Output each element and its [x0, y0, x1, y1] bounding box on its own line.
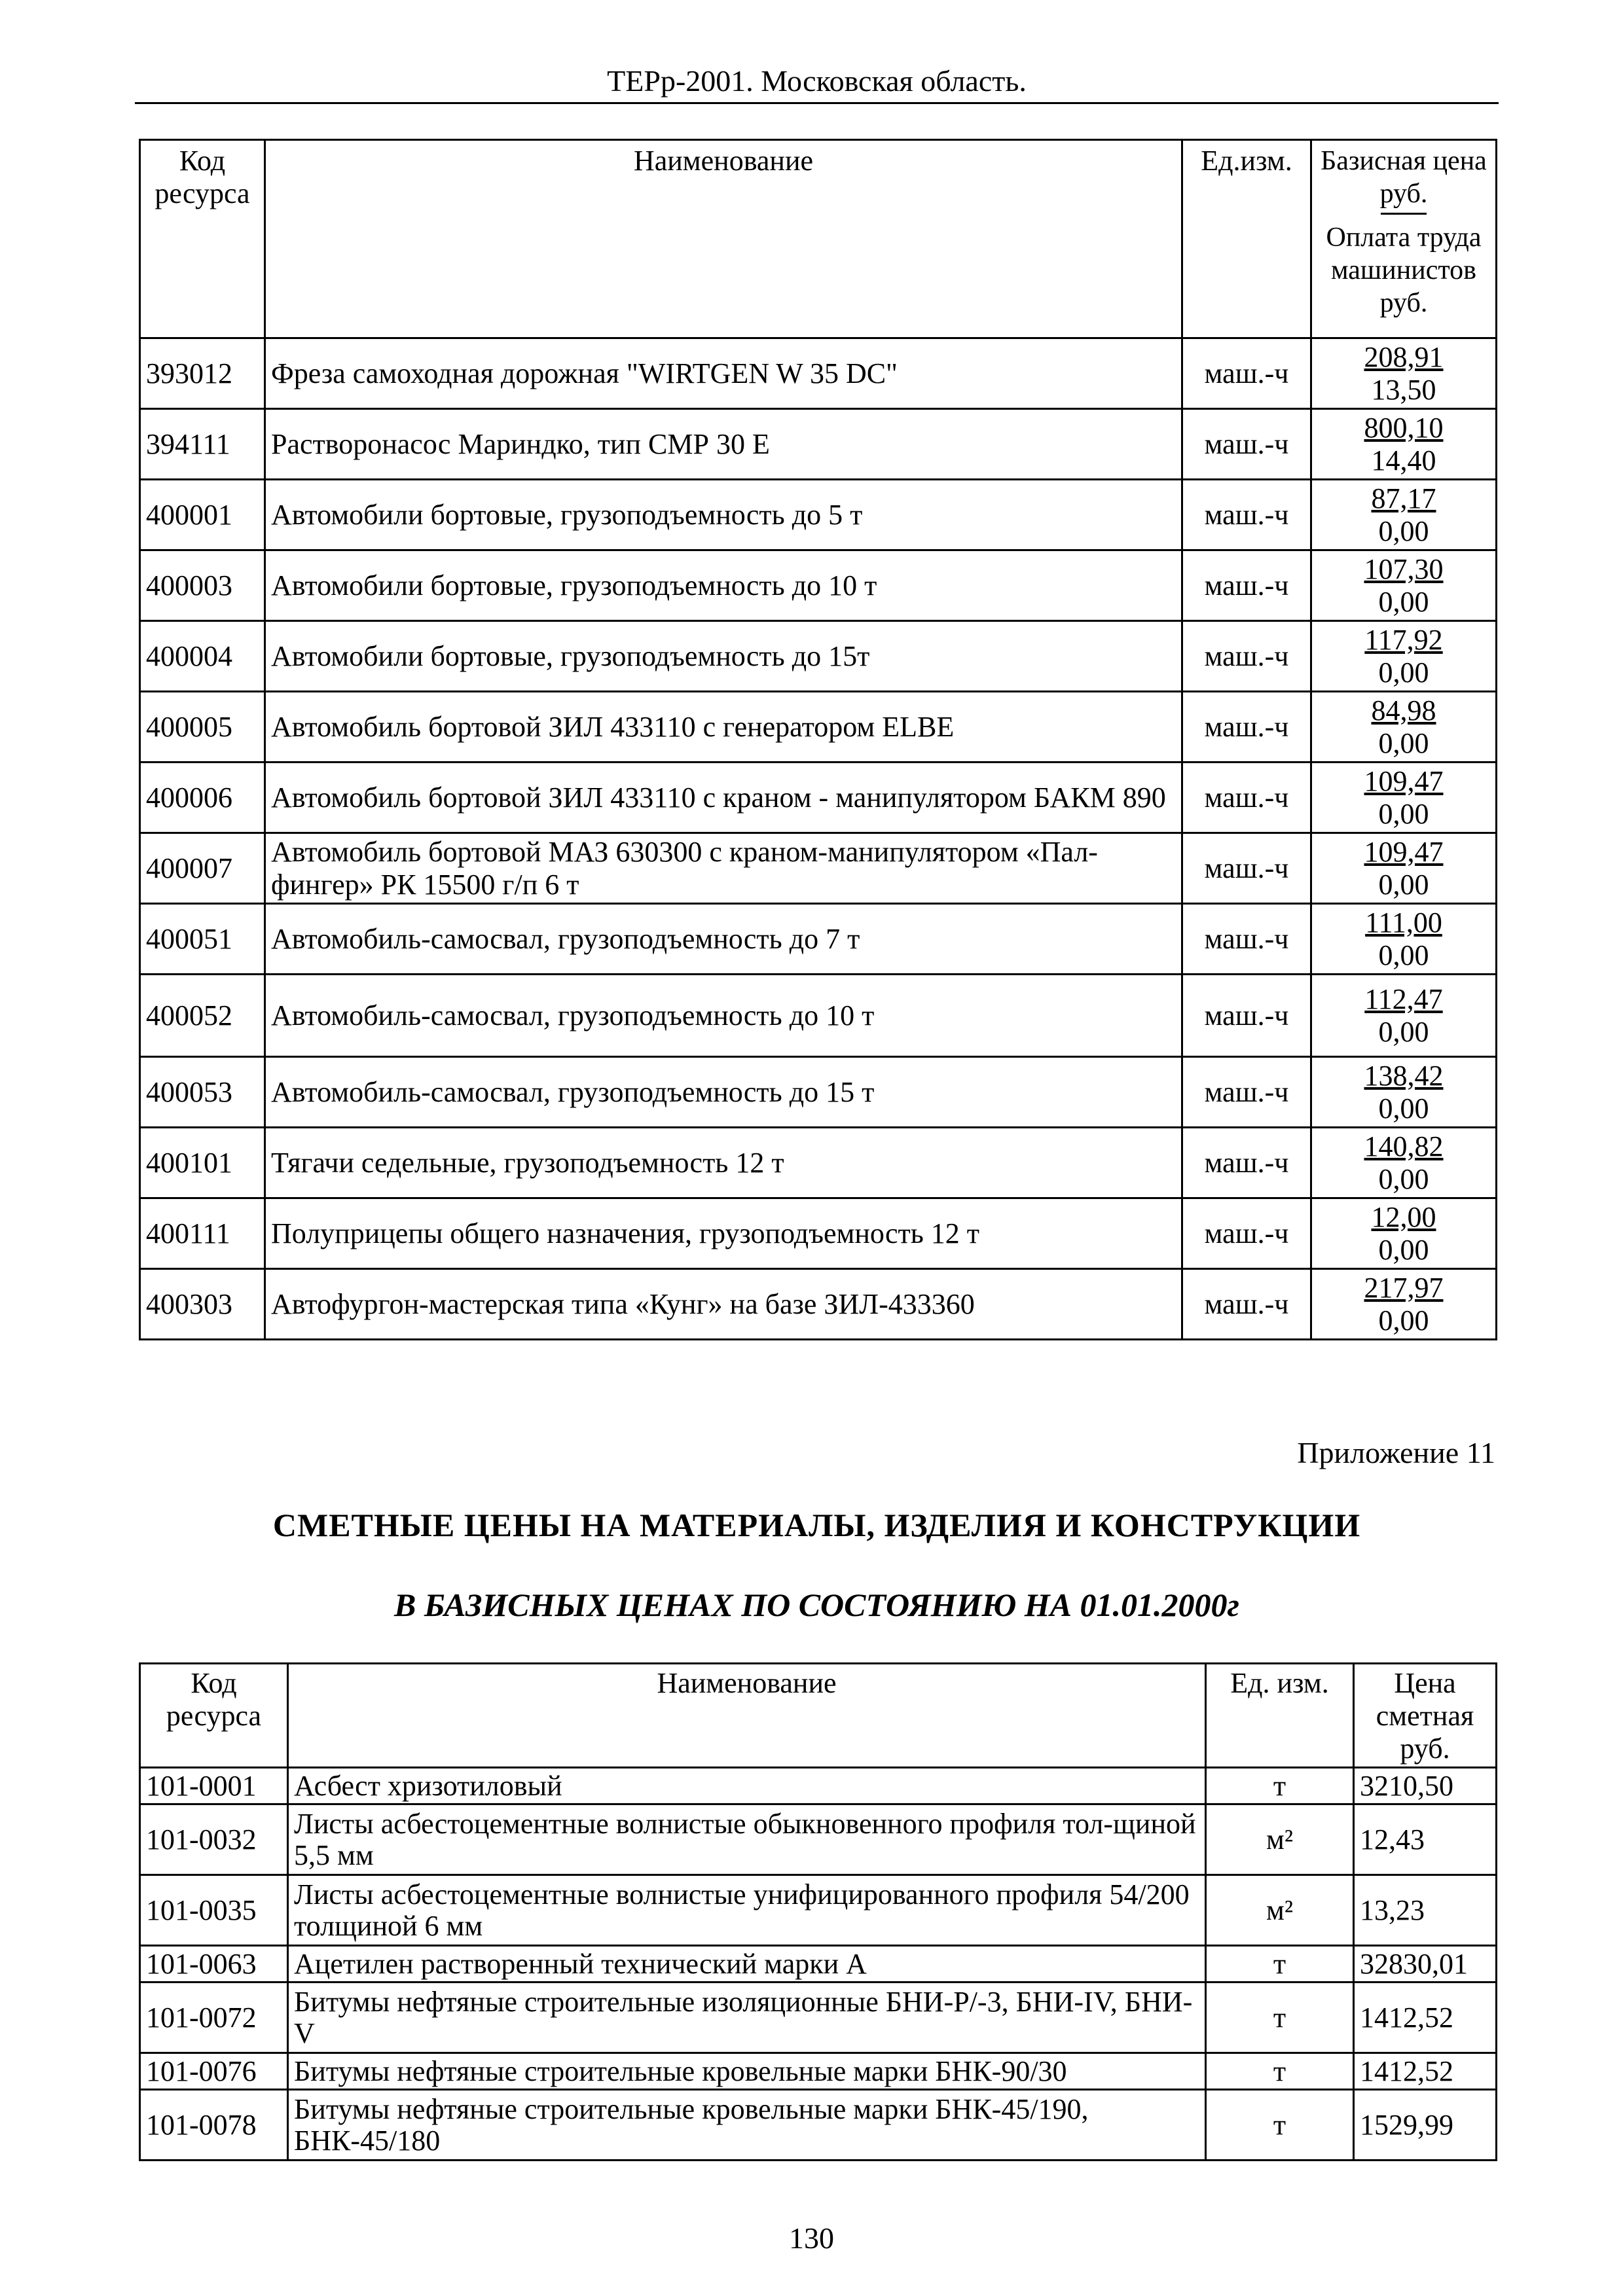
table-row: [140, 1804, 1497, 1875]
row-name: Ацетилен растворенный технический марки А: [288, 1946, 1206, 1982]
base-price: 111,00: [1365, 906, 1442, 939]
row-unit: маш.-ч: [1182, 833, 1311, 904]
table-row: [140, 338, 1497, 409]
page-number: 130: [789, 2221, 834, 2255]
base-price: 109,47: [1364, 835, 1444, 868]
row-unit: маш.-ч: [1182, 1057, 1311, 1128]
row-code: 400006: [140, 762, 265, 833]
header-unit: Ед. изм.: [1206, 1664, 1354, 1768]
operator-wage: 14,40: [1371, 444, 1436, 476]
row-code: 101-0032: [140, 1804, 288, 1875]
header-unit: Ед.изм.: [1182, 140, 1311, 338]
table-row: [140, 904, 1497, 975]
base-price: 107,30: [1364, 552, 1444, 585]
base-price: 138,42: [1364, 1059, 1444, 1092]
row-price: [1311, 762, 1497, 833]
row-price: 1529,99: [1354, 2090, 1497, 2161]
row-code: 400111: [140, 1198, 265, 1269]
base-price: 84,98: [1371, 694, 1436, 726]
base-price: 112,47: [1364, 982, 1443, 1015]
row-name: Автофургон-мастерская типа «Кунг» на базе ЗИЛ-433360: [265, 1269, 1182, 1340]
operator-wage: 0,00: [1378, 1015, 1429, 1048]
row-price: [1311, 480, 1497, 550]
row-name: Автомобиль бортовой МАЗ 630300 с краном-манипулятором «Пал-фингер» РК 15500 г/п 6 т: [265, 833, 1182, 904]
row-price: [1311, 550, 1497, 621]
base-price: 12,00: [1371, 1200, 1436, 1233]
section-subtitle: В БАЗИСНЫХ ЦЕНАХ ПО СОСТОЯНИЮ НА 01.01.2000г: [394, 1587, 1239, 1623]
row-code: 400004: [140, 621, 265, 692]
row-unit: т: [1206, 2090, 1354, 2161]
row-unit: маш.-ч: [1182, 480, 1311, 550]
row-price: 32830,01: [1354, 1946, 1497, 1982]
row-code: 393012: [140, 338, 265, 409]
table-row: [140, 1982, 1497, 2053]
base-price: 217,97: [1364, 1271, 1444, 1304]
operator-wage: 0,00: [1378, 656, 1429, 689]
row-unit: маш.-ч: [1182, 1269, 1311, 1340]
operator-wage: 0,00: [1378, 1233, 1429, 1266]
table-row: [140, 1946, 1497, 1982]
operator-wage: 0,00: [1378, 1162, 1429, 1195]
materials-price-table: [139, 1662, 1497, 2161]
base-price: 109,47: [1364, 764, 1444, 797]
row-name: Асбест хризотиловый: [288, 1768, 1206, 1804]
header-code: Код ресурса: [140, 1664, 288, 1768]
operator-wage: 0,00: [1378, 726, 1429, 759]
row-code: 400005: [140, 692, 265, 762]
row-price: [1311, 975, 1497, 1057]
row-name: Автомобиль-самосвал, грузоподъемность до 7 т: [265, 904, 1182, 975]
table-row: [140, 409, 1497, 480]
row-price: [1311, 621, 1497, 692]
table-row: [140, 1198, 1497, 1269]
row-price: 3210,50: [1354, 1768, 1497, 1804]
row-price: [1311, 904, 1497, 975]
base-price: 87,17: [1371, 482, 1436, 514]
row-name: Автомобиль-самосвал, грузоподъемность до 15 т: [265, 1057, 1182, 1128]
table-row: [140, 692, 1497, 762]
row-code: 400001: [140, 480, 265, 550]
row-unit: т: [1206, 1946, 1354, 1982]
header-price-bottom: Оплата труда машинистов руб.: [1326, 223, 1482, 318]
row-price: [1311, 1269, 1497, 1340]
operator-wage: 0,00: [1378, 514, 1429, 547]
operator-wage: 0,00: [1378, 939, 1429, 971]
row-code: 101-0001: [140, 1768, 288, 1804]
operator-wage: 0,00: [1378, 868, 1429, 901]
table-row: [140, 1875, 1497, 1946]
appendix-label: Приложение 11: [1297, 1436, 1495, 1469]
operator-wage: 0,00: [1378, 585, 1429, 618]
row-price: [1311, 409, 1497, 480]
row-unit: маш.-ч: [1182, 621, 1311, 692]
row-name: Автомобиль бортовой ЗИЛ 433110 с краном - манипулятором БАКМ 890: [265, 762, 1182, 833]
row-name: Листы асбестоцементные волнистые обыкновенного профиля тол-щиной 5,5 мм: [288, 1804, 1206, 1875]
base-price: 140,82: [1364, 1130, 1444, 1162]
row-name: Тягачи седельные, грузоподъемность 12 т: [265, 1128, 1182, 1198]
row-unit: т: [1206, 1982, 1354, 2053]
row-price: [1311, 1057, 1497, 1128]
row-price: 1412,52: [1354, 2053, 1497, 2090]
row-name: Растворонасос Мариндко, тип СМР 30 Е: [265, 409, 1182, 480]
operator-wage: 0,00: [1378, 1304, 1429, 1336]
table-row: [140, 975, 1497, 1057]
row-code: 101-0076: [140, 2053, 288, 2090]
header-name: Наименование: [265, 140, 1182, 338]
row-unit: маш.-ч: [1182, 338, 1311, 409]
row-unit: маш.-ч: [1182, 975, 1311, 1057]
row-price: 12,43: [1354, 1804, 1497, 1875]
row-name: Фреза самоходная дорожная "WIRTGEN W 35 DC": [265, 338, 1182, 409]
row-unit: маш.-ч: [1182, 692, 1311, 762]
table-row: [140, 833, 1497, 904]
row-code: 101-0035: [140, 1875, 288, 1946]
row-name: Битумы нефтяные строительные изоляционные БНИ-Р/-3, БНИ-IV, БНИ-V: [288, 1982, 1206, 2053]
row-unit: т: [1206, 1768, 1354, 1804]
row-name: Битумы нефтяные строительные кровельные марки БНК-45/190, БНК-45/180: [288, 2090, 1206, 2161]
base-price: 208,91: [1364, 340, 1444, 373]
row-price: 1412,52: [1354, 1982, 1497, 2053]
page-header: ТЕРр-2001. Московская область.: [135, 60, 1499, 104]
row-price: [1311, 692, 1497, 762]
row-unit: маш.-ч: [1182, 762, 1311, 833]
row-code: 400052: [140, 975, 265, 1057]
row-name: Полуприцепы общего назначения, грузоподъемность 12 т: [265, 1198, 1182, 1269]
row-code: 394111: [140, 409, 265, 480]
row-code: 101-0063: [140, 1946, 288, 1982]
base-price: 117,92: [1364, 623, 1443, 656]
row-code: 101-0078: [140, 2090, 288, 2161]
row-unit: маш.-ч: [1182, 1198, 1311, 1269]
row-code: 400003: [140, 550, 265, 621]
operator-wage: 0,00: [1378, 797, 1429, 830]
row-unit: маш.-ч: [1182, 1128, 1311, 1198]
row-price: [1311, 1128, 1497, 1198]
row-name: Автомобили бортовые, грузоподъемность до 10 т: [265, 550, 1182, 621]
machines-header-row: [140, 140, 1497, 338]
table-row: [140, 621, 1497, 692]
table-row: [140, 1269, 1497, 1340]
row-code: 400101: [140, 1128, 265, 1198]
section-title: СМЕТНЫЕ ЦЕНЫ НА МАТЕРИАЛЫ, ИЗДЕЛИЯ И КОНСТРУКЦИИ: [272, 1507, 1361, 1543]
header-price: [1311, 140, 1497, 338]
table-row: [140, 2053, 1497, 2090]
row-unit: маш.-ч: [1182, 550, 1311, 621]
row-code: 400051: [140, 904, 265, 975]
row-unit: т: [1206, 2053, 1354, 2090]
operator-wage: 13,50: [1371, 373, 1436, 406]
header-divider: [1381, 213, 1427, 215]
operator-wage: 0,00: [1378, 1092, 1429, 1124]
row-name: Автомобиль-самосвал, грузоподъемность до 10 т: [265, 975, 1182, 1057]
row-name: Автомобиль бортовой ЗИЛ 433110 с генератором ELBE: [265, 692, 1182, 762]
header-price: Цена сметная руб.: [1354, 1664, 1497, 1768]
header-price-top: Базисная цена руб.: [1321, 146, 1487, 209]
row-code: 101-0072: [140, 1982, 288, 2053]
table-row: [140, 550, 1497, 621]
base-price: 800,10: [1364, 411, 1444, 444]
header-code: Код ресурса: [140, 140, 265, 338]
row-price: [1311, 338, 1497, 409]
row-unit: маш.-ч: [1182, 904, 1311, 975]
row-code: 400303: [140, 1269, 265, 1340]
row-name: Битумы нефтяные строительные кровельные марки БНК-90/30: [288, 2053, 1206, 2090]
row-code: 400007: [140, 833, 265, 904]
row-price: [1311, 1198, 1497, 1269]
row-name: Листы асбестоцементные волнистые унифицированного профиля 54/200 толщиной 6 мм: [288, 1875, 1206, 1946]
row-name: Автомобили бортовые, грузоподъемность до 5 т: [265, 480, 1182, 550]
materials-header-row: [140, 1664, 1497, 1768]
row-price: 13,23: [1354, 1875, 1497, 1946]
table-row: [140, 2090, 1497, 2161]
row-unit: м²: [1206, 1804, 1354, 1875]
row-unit: маш.-ч: [1182, 409, 1311, 480]
table-row: [140, 1768, 1497, 1804]
table-row: [140, 1057, 1497, 1128]
row-code: 400053: [140, 1057, 265, 1128]
table-row: [140, 480, 1497, 550]
table-row: [140, 762, 1497, 833]
row-name: Автомобили бортовые, грузоподъемность до 15т: [265, 621, 1182, 692]
machines-price-table: [139, 139, 1497, 1340]
row-price: [1311, 833, 1497, 904]
row-unit: м²: [1206, 1875, 1354, 1946]
header-name: Наименование: [288, 1664, 1206, 1768]
table-row: [140, 1128, 1497, 1198]
